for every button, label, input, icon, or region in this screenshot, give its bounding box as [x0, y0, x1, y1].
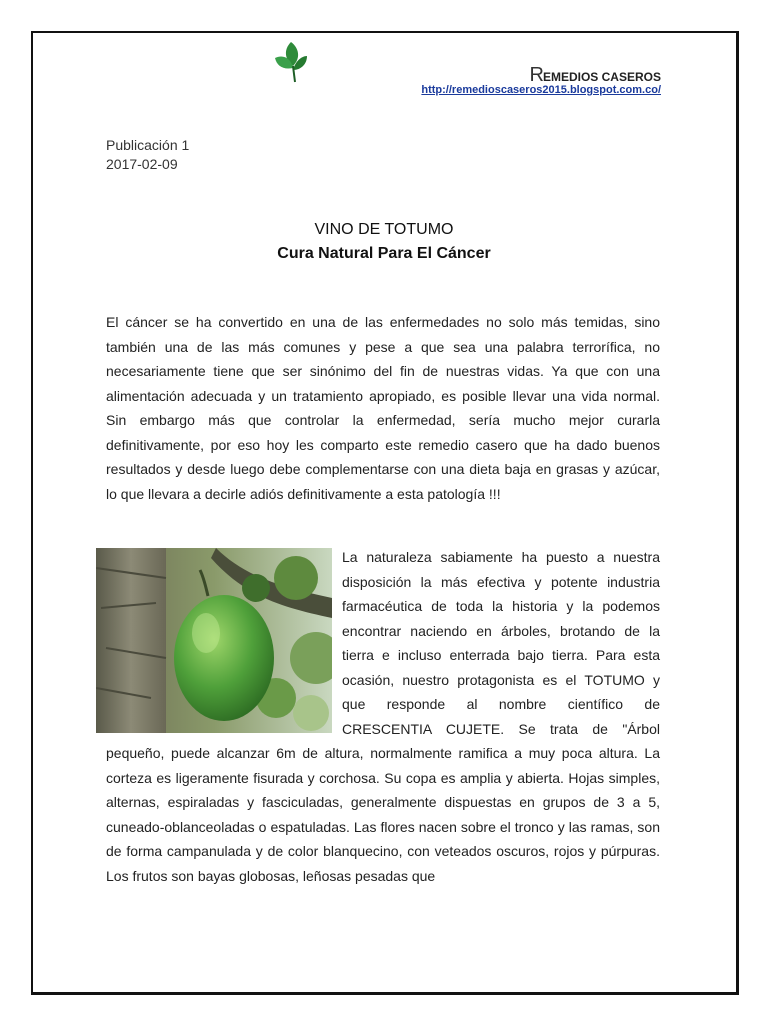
brand-name-rest: EMEDIOS CASEROS — [542, 70, 661, 84]
paragraph-totumo — [106, 545, 660, 888]
paragraph-totumo-text: La naturaleza sabiamente ha puesto a nuestra disposición la más efectiva y potente industria farmacéutica de toda la historia y la podemos encontrar naciendo en árboles, brotando de la tierra e incluso enterrada bajo tierra. Para esta ocasión, nuestro protagonista es el TOTUMO y que responde al nombre científico de CRESCENTIA CUJETE. Se trata de "Árbol pequeño, puede alcanzar 6m de altura, normalmente ramifica a muy poca altura. La corteza es ligeramente fisurada y corchosa. Su copa es amplia y abierta. Hojas simples, alternas, espiraladas y fasciculadas, generalmente dispuestas en grupos de 3 a 5, cuneado-oblanceoladas o espatuladas. Las flores nacen sobre el tronco y las ramas, son de forma campanulada y de color blanquecino, con veteados oscuros, rojos y púrpuras. Los frutos son bayas globosas, leñosas pesadas que — [106, 549, 660, 884]
leaf-icon — [271, 40, 311, 84]
brand-name — [530, 64, 661, 87]
article-subtitle: Cura Natural Para El Cáncer — [277, 245, 491, 262]
blog-header — [421, 40, 661, 96]
brand-initial: R — [529, 64, 543, 86]
publication-label: Publicación 1 — [106, 137, 190, 153]
article-title: VINO DE TOTUMO — [314, 221, 454, 238]
brand — [421, 40, 661, 84]
publication-info — [106, 136, 189, 174]
totumo-fruit-photo — [96, 548, 332, 733]
publication-date: 2017-02-09 — [106, 156, 178, 172]
article-title-block — [0, 219, 768, 265]
paragraph-intro: El cáncer se ha convertido en una de las enfermedades no solo más temidas, sino también una de las más comunes y pese a que sea una palabra terrorífica, no necesariamente tiene que ser sinónimo del fin de nuestras vidas. Ya que con una alimentación adecuada y un tratamiento apropiado, es posible llevar una vida normal. Sin embargo más que controlar la enfermedad, sería mucho mejor curarla definitivamente, por eso hoy les comparto este remedio casero que ha dado buenos resultados y desde luego debe complementarse con una dieta baja en grasas y azúcar, lo que llevara a decirle adiós definitivamente a esta patología !!! — [106, 314, 660, 502]
blog-url-link[interactable]: http://remedioscaseros2015.blogspot.com.co/ — [421, 84, 661, 96]
